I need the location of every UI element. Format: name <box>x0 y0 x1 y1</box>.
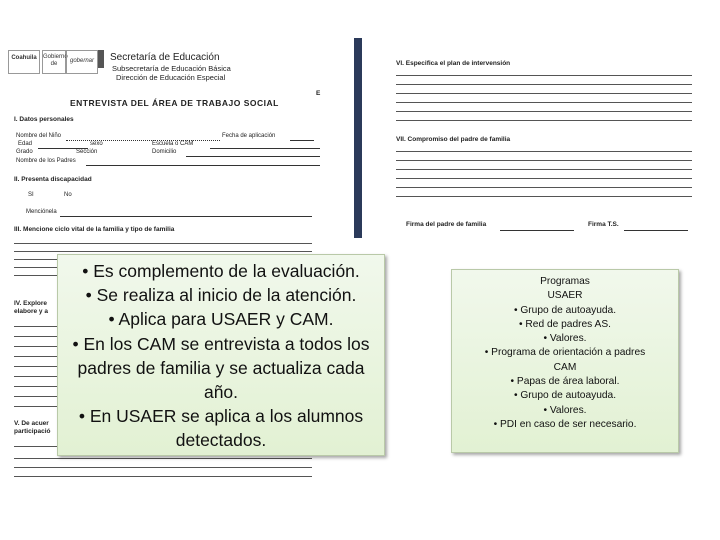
form-line <box>396 120 692 121</box>
form-line <box>14 336 58 337</box>
si-label: SI <box>28 192 34 198</box>
section4-heading-cont: elabore y a <box>14 308 48 315</box>
programs-item: • Valores. <box>543 333 587 345</box>
programs-item: • Valores. <box>543 404 587 416</box>
edad-label: Edad <box>18 141 33 147</box>
form-line <box>14 356 58 357</box>
programs-item: • Papas de área laboral. <box>510 376 620 388</box>
header-direccion: Dirección de Educación Especial <box>116 73 226 82</box>
form-line <box>14 467 312 468</box>
domicilio-line <box>186 156 320 157</box>
callout-line: • En USAER se aplica a los alumnos <box>78 406 364 427</box>
callout-line: • Se realiza al inicio de la atención. <box>85 285 357 306</box>
no-label: No <box>64 192 72 198</box>
firma-padre-line <box>500 230 574 231</box>
form-line <box>396 75 692 76</box>
callout-line: año. <box>203 382 239 403</box>
escuela-label: Escuela o CAM <box>152 141 194 147</box>
form-line <box>14 458 312 459</box>
form-line <box>14 275 58 276</box>
programs-item: • Grupo de autoayuda. <box>513 304 617 316</box>
form-line <box>14 386 58 387</box>
form-line <box>14 251 312 252</box>
summary-callout <box>57 254 385 456</box>
programs-item: • Programa de orientación a padres <box>484 347 646 359</box>
form-title: ENTREVISTA DEL ÁREA DE TRABAJO SOCIAL <box>70 98 279 108</box>
escuela-line <box>210 148 320 149</box>
section6-heading: VI. Especifica el plan de intervensión <box>396 60 511 67</box>
section3-heading: III. Mencione ciclo vital de la familia y tipo de familia <box>14 226 175 233</box>
form-mark: E <box>316 90 321 97</box>
seccion-label: Sección <box>76 149 98 155</box>
form-line <box>14 406 58 407</box>
header-secretaria: Secretaría de Educación <box>110 52 220 63</box>
coahuila-logo-text: Coahuila <box>11 55 37 61</box>
section5-heading-cont: participació <box>14 428 51 435</box>
form-line <box>396 111 692 112</box>
sexo-label: sexo <box>90 141 103 147</box>
programs-callout <box>451 269 679 453</box>
form-line <box>14 376 58 377</box>
section2-heading: II. Presenta discapacidad <box>14 176 92 183</box>
form-line <box>14 243 312 244</box>
nombre-label: Nombre del Niño <box>16 133 62 139</box>
form-line <box>14 346 58 347</box>
form-line <box>14 446 58 447</box>
domicilio-label: Domicilio <box>152 149 177 155</box>
gobierno-logo <box>42 50 66 74</box>
form-line <box>14 259 58 260</box>
padres-label: Nombre de los Padres <box>16 158 76 164</box>
programs-cam-heading: CAM <box>553 361 577 373</box>
gobernar-logo <box>66 50 98 74</box>
gobierno-logo-small: Gobierno de <box>43 54 68 67</box>
callout-line: • Aplica para USAER y CAM. <box>108 309 334 330</box>
form-line <box>14 326 58 327</box>
grado-label: Grado <box>16 149 33 155</box>
form-line <box>396 169 692 170</box>
programs-title: Programas <box>540 276 590 287</box>
mencionela-label: Menciónela <box>26 209 57 215</box>
callout-line: • Es complemento de la evaluación. <box>82 261 360 281</box>
form-line <box>14 476 312 477</box>
fecha-label: Fecha de aplicación <box>222 133 276 139</box>
fecha-line <box>290 140 314 141</box>
section1-heading: I. Datos personales <box>14 116 74 123</box>
programs-item: • Grupo de autoayuda. <box>513 390 617 402</box>
callout-line: detectados. <box>175 430 267 451</box>
form-line <box>396 151 692 152</box>
section4-heading: IV. Explore <box>14 300 47 307</box>
gobernar-logo-text: gobernar <box>69 58 95 64</box>
firma-ts-line <box>624 230 688 231</box>
form-line <box>396 93 692 94</box>
section7-heading: VII. Compromiso del padre de familia <box>396 136 511 143</box>
form-line <box>396 178 692 179</box>
form-line <box>396 187 692 188</box>
section5-heading: V. De acuer <box>14 420 49 427</box>
firma-ts-label: Firma T.S. <box>588 221 619 228</box>
form-line <box>396 102 692 103</box>
coahuila-logo <box>8 50 40 74</box>
form-line <box>14 366 58 367</box>
form-line <box>396 160 692 161</box>
page-binding-edge <box>354 38 362 238</box>
header-subsecretaria: Subsecretaría de Educación Básica <box>112 64 231 73</box>
firma-padre-label: Firma del padre de familia <box>406 221 487 228</box>
programs-item: • Red de padres AS. <box>519 318 611 330</box>
padres-line <box>86 165 320 166</box>
form-line <box>14 267 58 268</box>
emblem-icon <box>98 50 104 68</box>
programs-item: • PDI en caso de ser necesario. <box>493 418 637 430</box>
form-line <box>396 84 692 85</box>
callout-line: • En los CAM se entrevista a todos los <box>72 333 370 354</box>
form-line <box>396 196 692 197</box>
callout-line: padres de familia y se actualiza cada <box>77 357 365 378</box>
form-line <box>14 396 58 397</box>
mencionela-line <box>60 216 312 217</box>
programs-usaer-heading: USAER <box>547 290 583 302</box>
